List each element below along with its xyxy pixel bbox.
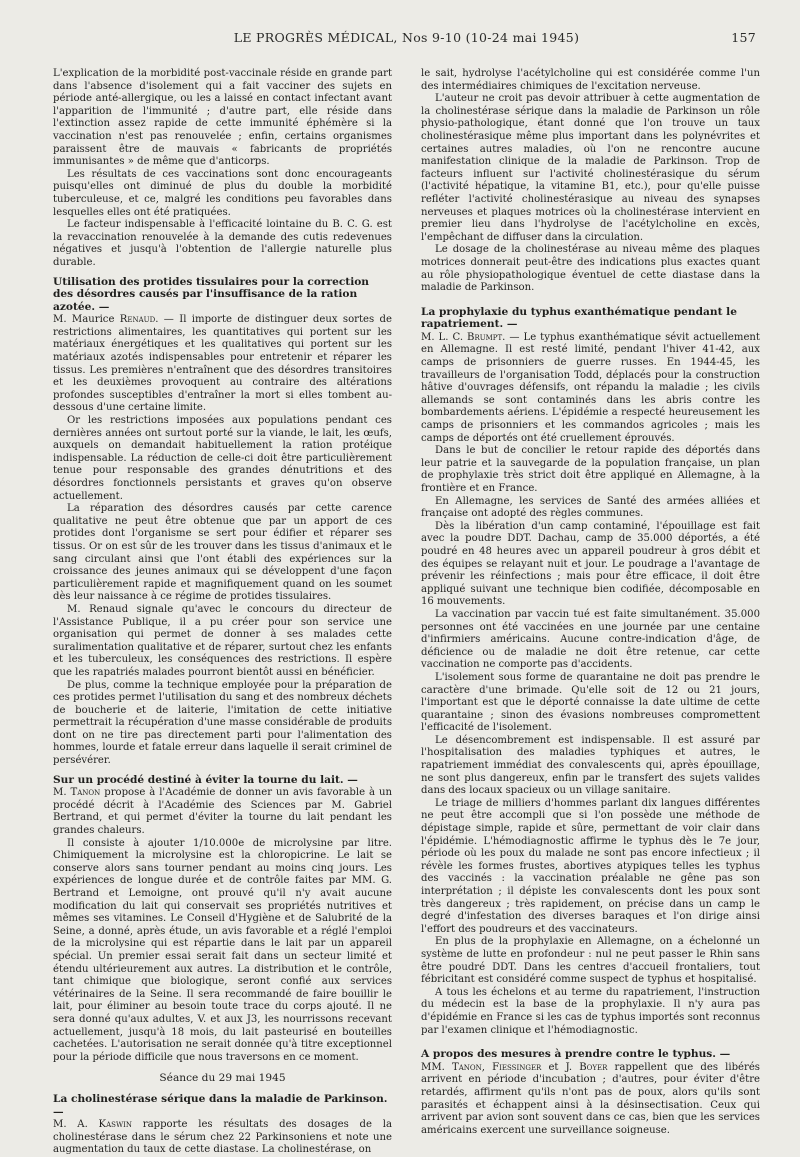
- author-name: Tanon, Fiessinger: [452, 1061, 542, 1073]
- paragraph: L'explication de la morbidité post-vaccinale réside en grande part dans l'absence d'isolement qui a fait vacciner des sujets en période anté-allergique, ou les a laissé en contact infectant avant l'apparition de l'immunité ; d'autre part, elle réside dans l'extinction assez rapide de cette immunité éphémère si la vaccination n'est pas renouvelée ; enfin, certains organismes paraissent être de mauvais « fabricants de propriétés immunisantes » de même que d'anticorps.: [53, 68, 392, 168]
- author-name: Kaswin: [98, 1119, 133, 1131]
- author-name: Renaud.: [119, 314, 159, 326]
- session-date: Séance du 29 mai 1945: [159, 1072, 286, 1085]
- paragraph: M. A. Kaswin rapporte les résultats des dosages de la cholinestérase dans le sérum chez 22 Parkinsoniens et note une augmentation du taux de cette diastase. La cholinestérase, on: [53, 1119, 392, 1156]
- paragraph: L'auteur ne croit pas devoir attribuer à cette augmentation de la cholinestérase sérique dans la maladie de Parkinson un rôle physio-pathologique, étant donné que l'on trouve un taux cholinestérasique même plus important dans les polynévrites et certaines autres maladies, où l'on ne rencontre aucune manifestation clinique de la maladie de Parkinson. Trop de facteurs influent sur l'activité cholinestérasique du sérum (l'activité hépatique, la vitamine B1, etc.), pour qu'elle puisse refléter l'activité cholinestérasique au niveau des synapses nerveuses et plaques motrices où la cholinestérase intervient en premier lieu dans l'hydrolyse de l'acétylcholine en excès, l'empêchant de diffuser dans la circulation.: [421, 93, 760, 243]
- paragraph: Il consiste à ajouter 1/10.000e de microlysine par litre. Chimiquement la microlysine est la chloropicrine. Le lait se conserve alors sans tourner pendant au moins cinq jours. Les expériences de longue durée et de contrôle faites par MM. G. Bertrand et Lemoigne, ont prouvé qu'il n'y avait aucune modification du lait qui conservait ses propriétés nutritives et mêmes ses vitamines. Le Conseil d'Hygiène et de Salubrité de la Seine, a donné, après étude, un avis favorable et a réglé l'emploi de la microlysine qui est répartie dans le lait par un appareil spécial. Un premier essai serait fait dans un secteur limité et étendu ultérieurement aux autres. La distribution et le contrôle, tant chimique que biologique, seront confié aux services vétérinaires de la Seine. Il sera recommandé de faire bouillir le lait, pour éliminer au besoin toute trace du corps ajouté. Il ne sera donné qu'aux adultes, V. et aux J3, les nourrissons recevant actuellement, jusqu'à 18 mois, du lait pasteurisé en bouteilles cachetées. L'autorisation ne serait donnée qu'à titre exceptionnel pour la période difficile que nous traversons en ce moment.: [53, 837, 392, 1063]
- paragraph: La réparation des désordres causés par cette carence qualitative ne peut être obtenue que par un apport de ces protides dont l'organisme se sert pour édifier et réparer ses tissus. Or on est sûr de les trouver dans les tissus d'animaux et le sang circulant ainsi que l'ont établi des expériences sur la croissance des jeunes animaux qui se développent d'une façon particulièrement rapide et magnifiquement quand on les soumet dès leur naissance à ce régime de protides tissulaires.: [53, 503, 392, 603]
- paragraph: Le dosage de la cholinestérase au niveau même des plaques motrices donnerait peut-être des indications plus exactes quant au rôle physiopathologique éventuel de cette diastase dans la maladie de Parkinson.: [421, 244, 760, 294]
- paragraph: En Allemagne, les services de Santé des armées alliées et française ont adopté des règles communes.: [421, 495, 760, 520]
- paragraph: Dans le but de concilier le retour rapide des déportés dans leur patrie et la sauvegarde de la population française, un plan de prophylaxie très strict doit être appliqué en Allemagne, à la frontière et en France.: [421, 445, 760, 494]
- paragraph: La vaccination par vaccin tué est faite simultanément. 35.000 personnes ont été vaccinées en une journée par une centaine d'infirmiers américains. Aucune contre-indication d'âge, de déficience ou de maladie ne doit être retenue, car cette vaccination ne comporte pas d'accidents.: [421, 608, 760, 671]
- section-title: La prophylaxie du typhus exanthématique pendant le rapatriement. —: [421, 305, 737, 331]
- section-title: La cholinestérase sérique dans la maladie de Parkinson. —: [53, 1092, 388, 1118]
- paragraph: M. L. C. Brumpt. — Le typhus exanthématique sévit actuellement en Allemagne. Il est resté limité, pendant l'hiver 41-42, aux camps de prisonniers de guerre russes. En 1944-45, les travailleurs de l'organisation Todd, déplacés pour la construction hâtive d'ouvrages défensifs, ont répandu la maladie ; les civils allemands se sont contaminés dans les abris contre les bombardements aériens. L'épidémie a respecté heureusement les camps de prisonniers et les commandos agricoles ; mais les camps de déportés ont été cruellement éprouvés.: [421, 331, 760, 444]
- paragraph: M. Maurice Renaud. — Il importe de distinguer deux sortes de restrictions alimentaires, les quantitatives qui portent sur les matériaux énergétiques et les qualitatives qui portent sur les matériaux azotés indispensables pour entretenir et réparer les tissus. Les premières n'entraînent que des désordres transitoires et les deuxièmes provoquent au contraire des altérations profondes susceptibles d'entraîner la mort si elles tombent au-dessous d'une certaine limite.: [53, 314, 392, 414]
- paragraph: le sait, hydrolyse l'acétylcholine qui est considérée comme l'un des intermédiaires chimiques de l'excitation nerveuse.: [421, 68, 760, 92]
- paragraph: Le triage de milliers d'hommes parlant dix langues différentes ne peut être accompli que si l'on possède une méthode de dépistage simple, rapide et sûre, permettant de voir clair dans l'épidémie. L'hémodiagnostic affirme le typhus dès le 7e jour, période où les poux du malade ne sont pas encore infectieux ; il révèle les formes frustes, abortives atypiques telles les typhus des vaccinés : la vaccination préalable ne gêne pas son interprétation ; il dépiste les convalescents dont les poux sont très dangereux ; très rapidement, on précise dans un camp le degré d'infestation des diverses baraques et l'on dirige ainsi l'effort des poudreurs et des vaccinateurs.: [421, 797, 760, 935]
- paragraph: Dès la libération d'un camp contaminé, l'épouillage est fait avec la poudre DDT. Dachau, camp de 35.000 déportés, a été poudré en 48 heures avec un appareil poudreur à gros débit et des équipes se relayant nuit et jour. Le poudrage a l'avantage de prévenir les réinfections ; mais pour être efficace, il doit être appliqué suivant une technique bien codifiée, décomposable en 16 mouvements.: [421, 520, 760, 608]
- paragraph: M. Tanon propose à l'Académie de donner un avis favorable à un procédé décrit à l'Académie des Sciences par M. Gabriel Bertrand, et qui permet d'éviter la tourne du lait pendant les grandes chaleurs.: [53, 787, 392, 837]
- paragraph: MM. Tanon, Fiessinger et J. Boyer rappellent que des libérés arrivent en période d'incubation ; d'autres, pour éviter d'être retardés, affirment qu'ils n'ont pas de poux, alors qu'ils sont parasités et échappent ainsi à la désinsectisation. Ceux qui arrivent par avion sont souvent dans ce cas, bien que les services américains exercent une surveillance soigneuse.: [421, 1061, 760, 1136]
- section-title: Utilisation des protides tissulaires pour la correction des désordres causés par l'insuffisance de la ration azotée. —: [53, 275, 369, 313]
- paragraph: Le désencombrement est indispensable. Il est assuré par l'hospitalisation des maladies typhiques et autres, le rapatriement immédiat des convalescents qui, après épouillage, ne sont plus dangereux, enfin par le transfert des sujets valides dans des locaux spacieux ou un village sanitaire.: [421, 734, 760, 797]
- paragraph: Or les restrictions imposées aux populations pendant ces dernières années ont surtout porté sur la viande, le lait, les œufs, auxquels on demandait habituellement la ration protéique indispensable. La réduction de celle-ci doit être particulièrement tenue pour responsable des grandes dénutritions et des désordres fonctionnels persistants et graves qu'on observe actuellement.: [53, 415, 392, 502]
- section-title: A propos des mesures à prendre contre le typhus. —: [421, 1048, 731, 1061]
- section-title: Sur un procédé destiné à éviter la tourne du lait. —: [53, 773, 358, 786]
- paragraph: En plus de la prophylaxie en Allemagne, on a échelonné un système de lutte en profondeur : nul ne peut passer le Rhin sans être poudré DDT. Dans les centres d'accueil frontaliers, tout fébricitant est considéré comme suspect de typhus et hospitalisé.: [421, 936, 760, 986]
- author-name: Tanon: [70, 787, 101, 799]
- author-name: Brumpt.: [467, 331, 506, 343]
- paragraph: De plus, comme la technique employée pour la préparation de ces protides permet l'utilisation du sang et des nombreux déchets de boucherie et de laiterie, l'imitation de cette initiative permettrait la récupération d'une masse considérable de produits dont on ne tire pas directement parti pour l'alimentation des hommes, lourde et fatale erreur dans laquelle il serait criminel de persévérer.: [53, 679, 392, 767]
- page-number: 157: [731, 30, 756, 45]
- paragraph: Le facteur indispensable à l'efficacité lointaine du B. C. G. est la revaccination renouvelée à la demande des cutis redevenues négatives et jusqu'à l'obtention de l'allergie naturelle plus durable.: [53, 219, 392, 268]
- author-name: Boyer: [579, 1061, 608, 1073]
- running-title: LE PROGRÈS MÉDICAL, Nos 9-10 (10-24 mai 1945): [233, 30, 580, 45]
- paragraph: M. Renaud signale qu'avec le concours du directeur de l'Assistance Publique, il a pu créer pour son service une organisation qui permet de donner à ses malades cette suralimentation qualitative et de réparer, surtout chez les enfants et les tuberculeux, les conséquences des restrictions. Il espère que les rapatriés malades pourront bientôt aussi en bénéficier.: [53, 603, 392, 678]
- paragraph: L'isolement sous forme de quarantaine ne doit pas prendre le caractère d'une brimade. Qu'elle soit de 12 ou 21 jours, l'important est que le déporté connaisse la date ultime de cette quarantaine ; sinon des évasions nombreuses compromettent l'efficacité de l'isolement.: [421, 671, 760, 734]
- paragraph: Les résultats de ces vaccinations sont donc encourageants puisqu'elles ont diminué de plus du double la morbidité tuberculeuse, et ce, malgré les conditions peu favorables dans lesquelles elles ont été pratiquées.: [53, 168, 392, 218]
- paragraph: A tous les échelons et au terme du rapatriement, l'instruction du médecin est la base de la prophylaxie. Il n'y aura pas d'épidémie en France si les cas de typhus importés sont reconnus par l'examen clinique et l'hémodiagnostic.: [421, 986, 760, 1036]
- right-column: [421, 68, 760, 1157]
- running-header: [53, 30, 760, 50]
- left-column: [53, 68, 392, 1157]
